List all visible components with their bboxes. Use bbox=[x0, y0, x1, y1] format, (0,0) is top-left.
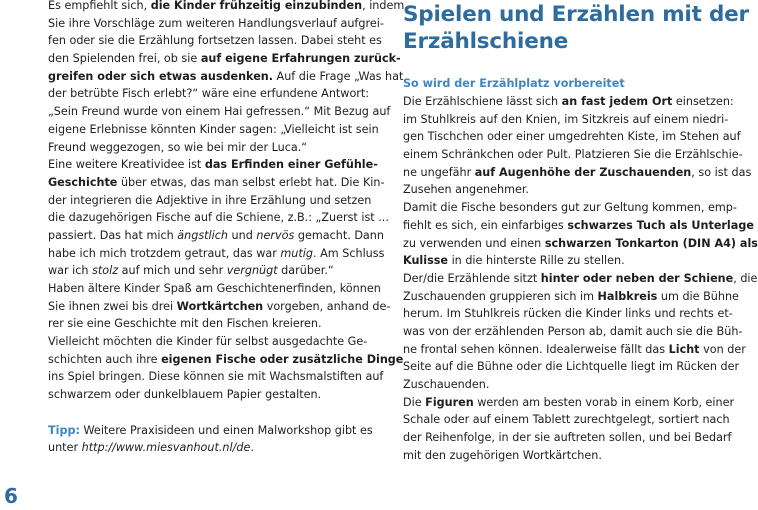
text-line bbox=[403, 288, 739, 306]
text-line bbox=[48, 15, 384, 33]
section-title bbox=[403, 1, 749, 55]
text-line bbox=[48, 139, 360, 157]
text: Sie ihnen zwei bis drei bbox=[48, 299, 177, 313]
paragraph bbox=[48, 333, 404, 404]
text: ne ungefähr bbox=[403, 165, 475, 179]
italic-text: vergnügt bbox=[226, 264, 278, 278]
text-line bbox=[48, 262, 360, 280]
text: „Sein Freund wurde von einem Hai gefressen.“ Mit Bezug auf bbox=[48, 105, 391, 119]
text: Zusehen angenehmer. bbox=[403, 183, 529, 197]
text: rer sie eine Geschichte mit den Fischen kreieren. bbox=[48, 317, 322, 331]
right-column bbox=[403, 0, 758, 464]
text-line bbox=[403, 376, 717, 394]
right-paragraphs bbox=[403, 93, 758, 464]
text-line bbox=[48, 227, 384, 245]
text-line bbox=[48, 32, 382, 50]
tip-line-2 bbox=[48, 439, 360, 457]
paragraph bbox=[403, 199, 758, 270]
text: , die bbox=[733, 271, 758, 285]
text-line bbox=[403, 429, 732, 447]
text: um die Bühne bbox=[657, 289, 739, 303]
left-column bbox=[48, 0, 405, 457]
text-line bbox=[403, 146, 743, 164]
text: fiehlt es sich, ein einfarbiges bbox=[403, 218, 568, 232]
text-line bbox=[403, 270, 758, 288]
text-line bbox=[403, 181, 717, 199]
subheading: So wird der Erzählplatz vorbereitet bbox=[403, 77, 625, 90]
bold-text: an fast jedem Ort bbox=[561, 95, 673, 108]
bold-text: auf Augenhöhe der Zuschauenden bbox=[474, 165, 692, 179]
text: Zuschauenden. bbox=[403, 378, 490, 391]
text: Schale oder auf einem Tablett zurechtgelegt, sortiert nach bbox=[403, 413, 730, 427]
text-line bbox=[403, 128, 741, 146]
text: Seite auf die Bühne oder die Lichtquelle liegt im Rücken der bbox=[403, 360, 740, 374]
bold-text: schwarzen Tonkarton (DIN A4) als bbox=[544, 236, 758, 250]
text-line bbox=[48, 85, 370, 103]
paragraph bbox=[48, 0, 405, 156]
bold-text: Figuren bbox=[425, 395, 474, 409]
text: herum. Im Stuhlkreis rücken die Kinder links und rechts et- bbox=[403, 307, 733, 321]
bold-text: auf eigene Erfahrungen zurück- bbox=[200, 52, 401, 66]
text-line bbox=[48, 333, 368, 351]
text-line bbox=[48, 156, 378, 174]
text: was von der erzählenden Person ab, damit auch sie die Büh- bbox=[403, 324, 743, 338]
text: Die Erzählschiene lässt sich bbox=[403, 95, 562, 108]
text-line bbox=[48, 103, 391, 121]
text: der integrieren die Adjektive in ihre Erzählung und setzen bbox=[48, 193, 372, 207]
text: über etwas, das man selbst erlebt hat. Die Kin- bbox=[117, 175, 385, 189]
text: war ich bbox=[48, 264, 93, 278]
text-line bbox=[48, 280, 381, 298]
bold-text: greifen oder sich etwas ausdenken. bbox=[48, 69, 273, 83]
text-line bbox=[403, 341, 746, 359]
bold-text: die Kinder frühzeitig einzubinden bbox=[150, 0, 363, 12]
paragraph bbox=[403, 93, 752, 199]
text-line bbox=[48, 368, 384, 386]
text: , so ist das bbox=[691, 165, 752, 179]
text: im Stuhlkreis auf den Knien, im Sitzkreis auf einem niedri- bbox=[403, 112, 729, 126]
text-line bbox=[403, 305, 733, 323]
text: passiert. Das hat mich bbox=[48, 228, 178, 242]
text-line bbox=[403, 93, 734, 111]
bold-text: Wortkärtchen bbox=[176, 299, 264, 313]
text: einsetzen: bbox=[672, 95, 734, 108]
tip-line-1 bbox=[48, 422, 373, 440]
text: schichten auch ihre bbox=[48, 352, 162, 366]
text: Haben ältere Kinder Spaß am Geschichtenerfinden, können bbox=[48, 282, 381, 295]
text: der Reihenfolge, in der sie auftreten sollen, und bei Bedarf bbox=[403, 431, 732, 445]
text-line bbox=[403, 164, 752, 182]
text: Es empfiehlt sich, bbox=[48, 0, 151, 12]
text-line bbox=[403, 199, 737, 217]
paragraph bbox=[48, 280, 391, 333]
text: auf mich und sehr bbox=[118, 264, 227, 278]
page-number: 6 bbox=[4, 484, 18, 508]
text: Vielleicht möchten die Kinder für selbst ausgedachte Ge- bbox=[48, 335, 368, 349]
text-line bbox=[48, 245, 385, 263]
tip-prefix: unter bbox=[48, 441, 82, 455]
text: ne frontal sehen können. Idealerweise fällt das bbox=[403, 342, 669, 356]
tip-text: Weitere Praxisideen und einen Malworkshop gibt es bbox=[79, 423, 373, 437]
text-line bbox=[403, 411, 730, 429]
text: , indem bbox=[362, 0, 405, 12]
text-line bbox=[403, 111, 729, 129]
italic-text: stolz bbox=[92, 264, 119, 278]
paragraph bbox=[403, 270, 758, 394]
text-line bbox=[403, 447, 717, 465]
bold-text: eigenen Fische oder zusätzliche Dinge bbox=[161, 352, 404, 366]
text: schwarzem oder dunkelblauem Papier gestalten. bbox=[48, 388, 322, 402]
text-line bbox=[48, 0, 405, 15]
italic-text: ängstlich bbox=[177, 228, 228, 242]
text: Auf die Frage „Was hat bbox=[273, 69, 404, 83]
text: Freund weggezogen, so wie bei mir der Luca.“ bbox=[48, 140, 308, 154]
paragraph bbox=[48, 156, 389, 280]
text: vorgeben, anhand de- bbox=[263, 299, 391, 313]
tip-suffix: . bbox=[250, 441, 254, 455]
text: den Spielenden frei, ob sie bbox=[48, 52, 201, 66]
text-line bbox=[48, 192, 372, 210]
bold-text: schwarzes Tuch als Unterlage bbox=[567, 218, 754, 232]
tip-label: Tipp: bbox=[48, 423, 80, 437]
text: der betrübte Fisch erlebt?“ wäre eine erfundene Antwort: bbox=[48, 87, 370, 101]
text: gen Tischchen oder einer umgedrehten Kiste, im Stehen auf bbox=[403, 130, 741, 144]
text-line bbox=[403, 217, 754, 235]
text: Zuschauenden gruppieren sich im bbox=[403, 289, 598, 303]
bold-text: Kulisse bbox=[403, 254, 449, 268]
text: Sie ihre Vorschläge zum weiteren Handlungsverlauf aufgrei- bbox=[48, 16, 384, 30]
text: habe ich mich trotzdem getraut, das war bbox=[48, 246, 281, 260]
paragraph bbox=[403, 394, 735, 465]
bold-text: das Erfinden einer Gefühle- bbox=[204, 158, 378, 172]
text: Eine weitere Kreatividee ist bbox=[48, 158, 205, 172]
text-line bbox=[48, 209, 389, 227]
bold-text: hinter oder neben der Schiene bbox=[540, 271, 734, 285]
text: ins Spiel bringen. Diese können sie mit Wachsmalstiften auf bbox=[48, 370, 384, 384]
left-paragraphs bbox=[48, 0, 405, 404]
text-line bbox=[48, 298, 391, 316]
text: darüber.“ bbox=[277, 264, 334, 278]
text: gemacht. Dann bbox=[294, 228, 384, 242]
text-line bbox=[403, 252, 717, 270]
text-line bbox=[403, 394, 735, 412]
text: fen oder sie die Erzählung fortsetzen lassen. Dabei steht es bbox=[48, 34, 382, 48]
text: und bbox=[228, 228, 257, 242]
text-line bbox=[48, 121, 379, 139]
text-line bbox=[48, 351, 404, 369]
text-line bbox=[403, 235, 758, 253]
text: die dazugehörigen Fische auf die Schiene, z.B.: „Zuerst ist ... bbox=[48, 211, 389, 225]
text-line bbox=[403, 323, 743, 341]
text-line bbox=[48, 50, 401, 68]
text-line bbox=[403, 358, 740, 376]
text-line bbox=[48, 386, 360, 404]
title-line-2: Erzählschiene bbox=[403, 29, 569, 54]
tip-url[interactable]: http://www.miesvanhout.nl/de bbox=[81, 441, 251, 455]
text: von der bbox=[699, 342, 746, 356]
text: zu verwenden und einen bbox=[403, 236, 545, 250]
bold-text: Licht bbox=[668, 342, 700, 356]
bold-text: Geschichte bbox=[48, 175, 118, 189]
text: Damit die Fische besonders gut zur Geltung kommen, emp- bbox=[403, 201, 737, 215]
text: eigene Erlebnisse könnten Kinder sagen: „Vielleicht ist sein bbox=[48, 122, 379, 136]
text: Die bbox=[403, 395, 426, 409]
bold-text: Halbkreis bbox=[597, 289, 658, 303]
text: einem Schränkchen oder Pult. Platzieren Sie die Erzählschie- bbox=[403, 148, 743, 162]
spacer bbox=[48, 404, 360, 422]
text-line bbox=[48, 68, 404, 86]
text: Der/die Erzählende sitzt bbox=[403, 271, 541, 285]
text: . Am Schluss bbox=[313, 246, 385, 260]
title-line-1: Spielen und Erzählen mit der bbox=[403, 2, 749, 27]
text-line bbox=[48, 174, 385, 192]
text-line bbox=[48, 315, 360, 333]
text: in die hinterste Rille zu stellen. bbox=[448, 254, 625, 268]
text: werden am besten vorab in einem Korb, einer bbox=[473, 395, 735, 409]
italic-text: nervös bbox=[256, 228, 295, 242]
text: mit den zugehörigen Wortkärtchen. bbox=[403, 448, 602, 462]
italic-text: mutig bbox=[280, 246, 313, 260]
